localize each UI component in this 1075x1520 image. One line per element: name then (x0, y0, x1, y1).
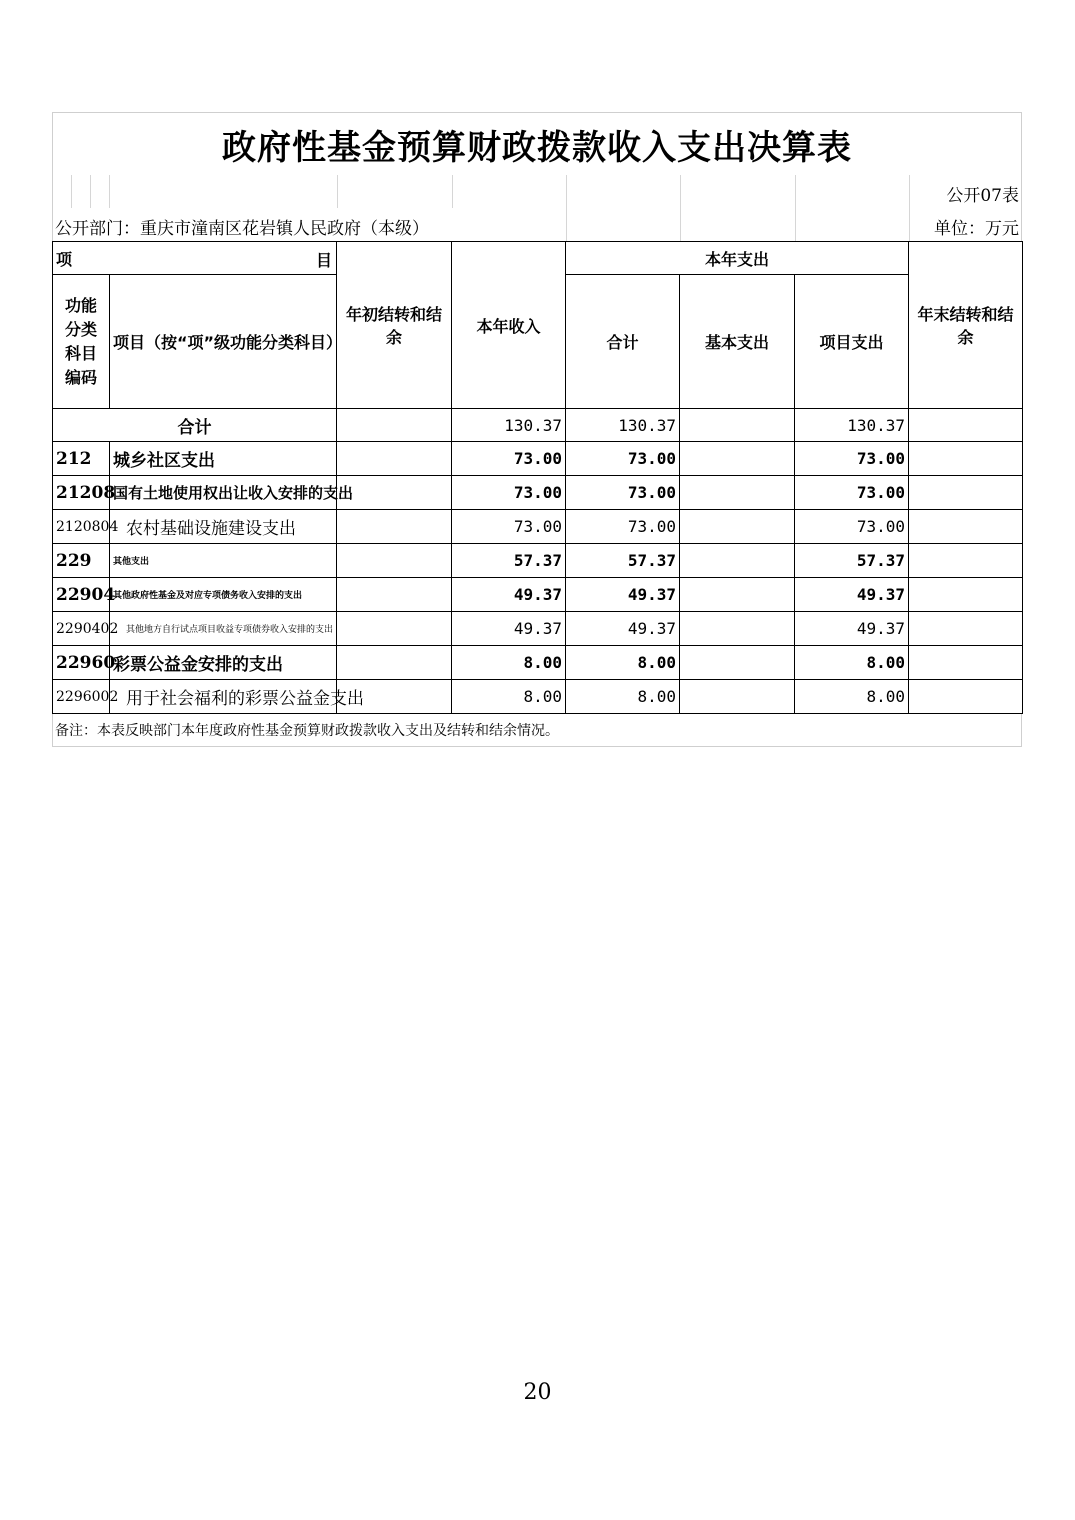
row-expense-total: 73.00 (566, 510, 680, 544)
total-label: 合计 (53, 409, 337, 442)
row-code: 2290402 (53, 612, 110, 646)
item-header-mu: 目 (316, 251, 333, 270)
basic-expense-header: 基本支出 (680, 275, 795, 409)
row-name: 彩票公益金安排的支出 (110, 646, 337, 680)
row-code: 212 (53, 442, 110, 476)
row-end-balance (909, 544, 1023, 578)
end-balance-header: 年末结转和结余 (909, 242, 1023, 409)
table-row (53, 476, 1023, 510)
ghost-gridline (566, 208, 567, 241)
total-end-balance (909, 409, 1023, 442)
table-row (53, 646, 1023, 680)
ghost-gridline (109, 175, 110, 208)
total-project: 130.37 (795, 409, 909, 442)
table-row (53, 578, 1023, 612)
row-income: 73.00 (452, 476, 566, 510)
row-begin-balance (337, 578, 452, 612)
row-basic (680, 646, 795, 680)
ghost-gridline (680, 175, 681, 208)
header-row-1 (53, 242, 1023, 275)
row-end-balance (909, 680, 1023, 714)
table-row (53, 680, 1023, 714)
row-project: 49.37 (795, 578, 909, 612)
row-begin-balance (337, 646, 452, 680)
item-header-xiang: 项 (56, 249, 73, 269)
table-code: 公开07表 (946, 186, 1019, 206)
begin-balance-header: 年初结转和结余 (337, 242, 452, 409)
expense-total-header: 合计 (566, 275, 680, 409)
page-number: 20 (523, 1380, 552, 1405)
ghost-gridline (909, 208, 910, 241)
row-begin-balance (337, 612, 452, 646)
row-basic (680, 578, 795, 612)
row-code: 2296002 (53, 680, 110, 714)
row-name: 其他地方自行试点项目收益专项债券收入安排的支出 (110, 612, 337, 646)
row-name: 城乡社区支出 (110, 442, 337, 476)
ghost-gridline (71, 175, 72, 208)
row-basic (680, 476, 795, 510)
row-income: 57.37 (452, 544, 566, 578)
row-begin-balance (337, 544, 452, 578)
ghost-gridline (90, 175, 91, 208)
expense-group-header: 本年支出 (566, 242, 909, 275)
row-income: 73.00 (452, 442, 566, 476)
row-basic (680, 510, 795, 544)
unit-label: 单位：万元 (934, 219, 1019, 239)
ghost-gridline (566, 175, 567, 208)
row-project: 57.37 (795, 544, 909, 578)
row-project: 8.00 (795, 680, 909, 714)
row-end-balance (909, 612, 1023, 646)
row-code: 2120804 (53, 510, 110, 544)
income-header: 本年收入 (452, 242, 566, 409)
row-expense-total: 73.00 (566, 442, 680, 476)
row-expense-total: 8.00 (566, 646, 680, 680)
table-row (53, 544, 1023, 578)
item-header (53, 242, 337, 275)
row-income: 49.37 (452, 612, 566, 646)
row-begin-balance (337, 442, 452, 476)
table-note: 备注：本表反映部门本年度政府性基金预算财政拨款收入支出及结转和结余情况。 (52, 714, 1022, 747)
row-code: 21208 (53, 476, 110, 510)
row-basic (680, 612, 795, 646)
table-row (53, 612, 1023, 646)
ghost-gridline (795, 175, 796, 208)
row-expense-total: 49.37 (566, 612, 680, 646)
total-row (53, 409, 1023, 442)
table-row (53, 442, 1023, 476)
row-basic (680, 544, 795, 578)
row-name: 农村基础设施建设支出 (110, 510, 337, 544)
row-begin-balance (337, 476, 452, 510)
row-code: 22904 (53, 578, 110, 612)
fund-table (52, 241, 1023, 714)
table-row (53, 510, 1023, 544)
report-sheet (52, 112, 1022, 747)
row-end-balance (909, 510, 1023, 544)
row-income: 8.00 (452, 646, 566, 680)
row-income: 49.37 (452, 578, 566, 612)
row-begin-balance (337, 510, 452, 544)
ghost-gridline (680, 208, 681, 241)
ghost-gridline (909, 175, 910, 208)
row-expense-total: 73.00 (566, 476, 680, 510)
row-name: 用于社会福利的彩票公益金支出 (110, 680, 337, 714)
row-expense-total: 8.00 (566, 680, 680, 714)
row-end-balance (909, 578, 1023, 612)
ghost-gridline (337, 175, 338, 208)
name-header: 项目（按“项”级功能分类科目） (110, 275, 337, 409)
row-expense-total: 57.37 (566, 544, 680, 578)
row-income: 73.00 (452, 510, 566, 544)
row-end-balance (909, 476, 1023, 510)
ghost-gridline (452, 175, 453, 208)
row-end-balance (909, 646, 1023, 680)
code-header: 功能分类科目编码 (53, 275, 110, 409)
row-project: 73.00 (795, 442, 909, 476)
table-code-row (52, 175, 1022, 208)
total-income: 130.37 (452, 409, 566, 442)
row-end-balance (909, 442, 1023, 476)
ghost-gridline (795, 208, 796, 241)
total-expense: 130.37 (566, 409, 680, 442)
row-project: 73.00 (795, 476, 909, 510)
row-project: 8.00 (795, 646, 909, 680)
department-row (52, 208, 1022, 241)
row-name: 其他政府性基金及对应专项债务收入安排的支出 (110, 578, 337, 612)
report-title: 政府性基金预算财政拨款收入支出决算表 (52, 112, 1022, 175)
row-project: 73.00 (795, 510, 909, 544)
project-expense-header: 项目支出 (795, 275, 909, 409)
row-expense-total: 49.37 (566, 578, 680, 612)
row-code: 22960 (53, 646, 110, 680)
row-income: 8.00 (452, 680, 566, 714)
total-basic (680, 409, 795, 442)
row-name: 国有土地使用权出让收入安排的支出 (110, 476, 337, 510)
row-code: 229 (53, 544, 110, 578)
row-basic (680, 680, 795, 714)
row-project: 49.37 (795, 612, 909, 646)
total-begin-balance (337, 409, 452, 442)
row-name: 其他支出 (110, 544, 337, 578)
department-label: 公开部门：重庆市潼南区花岩镇人民政府（本级） (55, 219, 429, 239)
row-basic (680, 442, 795, 476)
